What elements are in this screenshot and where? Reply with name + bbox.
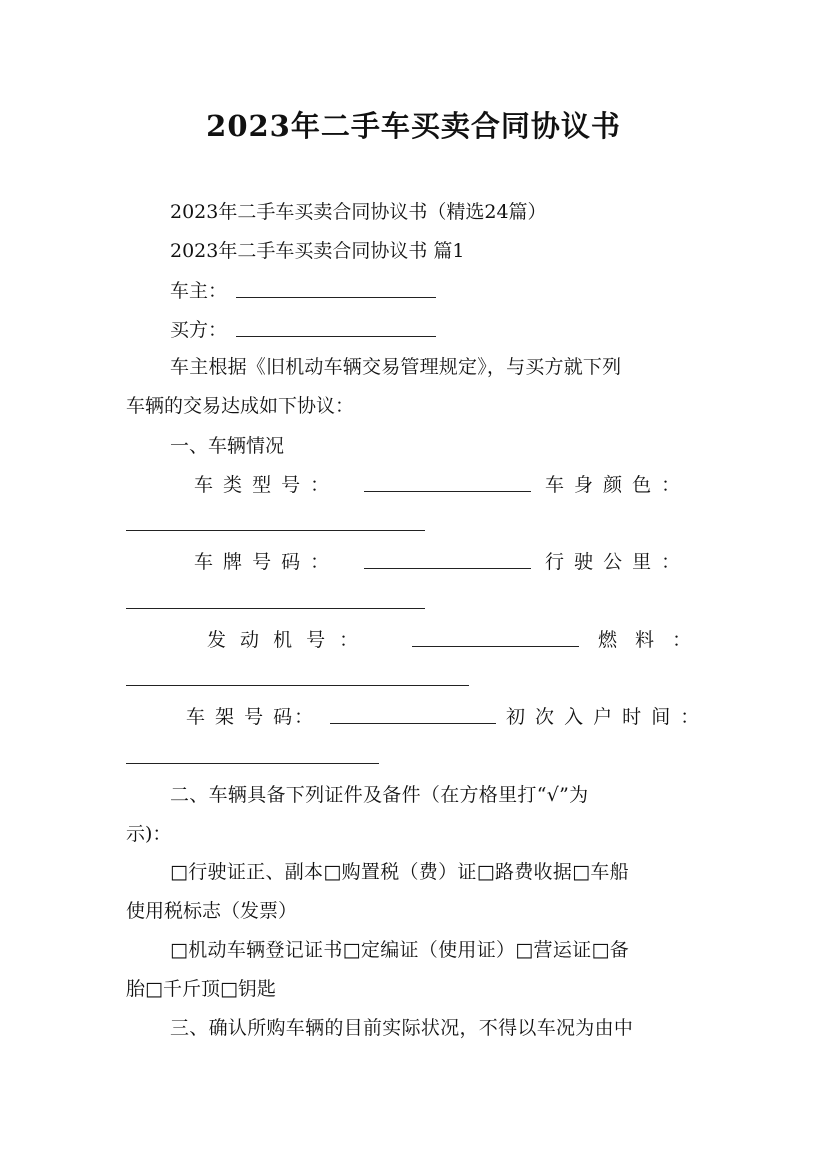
vehicle-model-label: 车 类 型 号 ： [194,474,332,496]
fuel-blank [126,685,469,686]
frame-number-label: 车 架 号 码： [186,706,316,728]
body-color-blank [126,530,425,531]
vehicle-model-blank [364,491,531,492]
intro-line-2: 车辆的交易达成如下协议： [126,395,355,417]
section-title: 2023年二手车买卖合同协议书 篇1 [170,240,465,262]
engine-number-blank [412,646,579,647]
document-title: 2023年二手车买卖合同协议书 [206,109,621,143]
documents-line-1: □行驶证正、副本□购置税（费）证□路费收据□车船 [170,861,630,883]
frame-number-blank [330,723,496,724]
owner-blank-line [236,297,436,298]
registration-date-label: 初 次 入 户 时 间 ： [506,706,702,728]
documents-line-3: □机动车辆登记证书□定编证（使用证）□营运证□备 [170,939,630,961]
body-color-label: 车 身 颜 色 ： [545,474,683,496]
buyer-label: 买方： [170,319,228,341]
plate-number-blank [364,568,531,569]
engine-number-label: 发 动 机 号 ： [207,629,363,651]
buyer-blank-line [236,336,436,337]
fuel-label: 燃 料 ： [598,629,698,651]
section-2-line-2: 示)： [126,823,172,845]
section-2-line-1: 二、车辆具备下列证件及备件（在方格里打“√”为 [170,784,589,806]
mileage-label: 行 驶 公 里 ： [545,551,683,573]
intro-line-1: 车主根据《旧机动车辆交易管理规定》，与买方就下列 [170,356,622,378]
section-1-heading: 一、车辆情况 [170,435,285,457]
owner-label: 车主： [170,280,228,302]
mileage-blank [126,608,425,609]
registration-date-blank [126,763,379,764]
section-3-line-1: 三、确认所购车辆的目前实际状况，不得以车况为由中 [170,1017,634,1039]
documents-line-4: 胎□千斤顶□钥匙 [126,978,276,1000]
document-subtitle: 2023年二手车买卖合同协议书（精选24篇） [170,201,547,223]
documents-line-2: 使用税标志（发票） [126,900,298,922]
plate-number-label: 车 牌 号 码 ： [194,551,332,573]
